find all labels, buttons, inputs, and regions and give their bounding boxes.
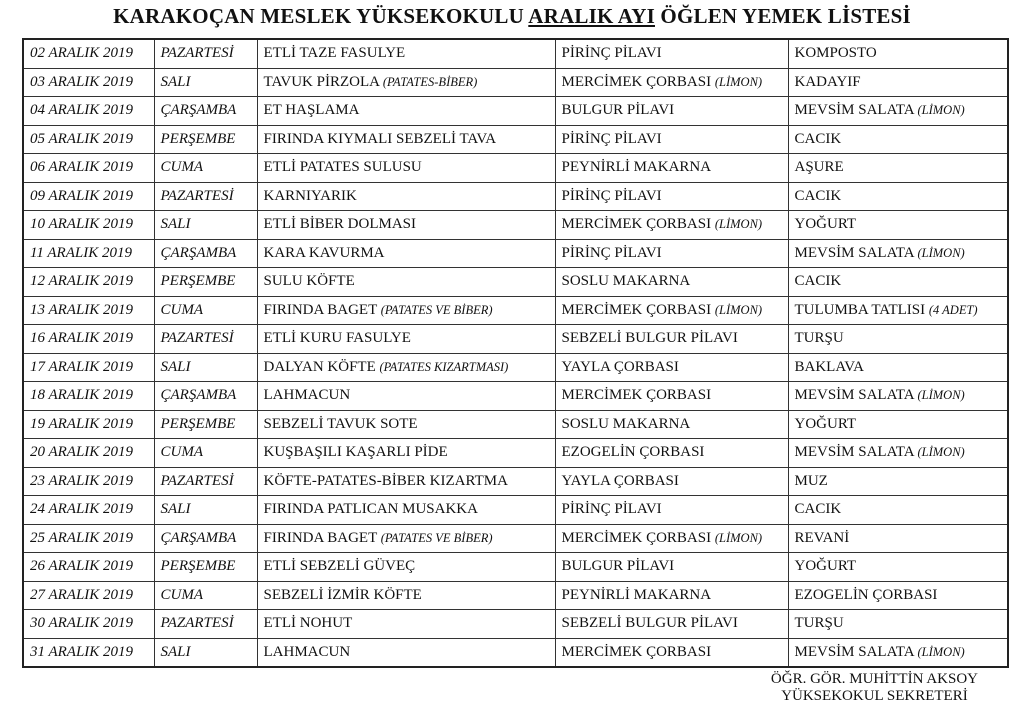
side-dish-cell bbox=[555, 125, 788, 154]
side-dish-cell bbox=[555, 182, 788, 211]
main-dish-cell bbox=[257, 296, 555, 325]
extra-dish-text: YOĞURT bbox=[794, 216, 857, 233]
day-cell bbox=[154, 382, 257, 411]
extra-dish-cell bbox=[788, 524, 1008, 553]
day-cell bbox=[154, 467, 257, 496]
main-dish-text: ETLİ PATATES SULUSU bbox=[263, 159, 422, 176]
table-row bbox=[23, 325, 1008, 354]
extra-dish-text: CACIK bbox=[794, 130, 842, 147]
main-dish-cell bbox=[257, 39, 555, 68]
extra-dish-text: EZOGELİN ÇORBASI bbox=[794, 586, 938, 603]
day-text: ÇARŞAMBA bbox=[160, 387, 237, 404]
extra-dish-cell bbox=[788, 182, 1008, 211]
date-text: 10 ARALIK 2019 bbox=[30, 216, 134, 233]
day-text: SALI bbox=[160, 643, 191, 660]
dish-note: (LİMON) bbox=[917, 103, 965, 118]
extra-dish-cell bbox=[788, 382, 1008, 411]
extra-dish-text: KADAYIF bbox=[794, 73, 861, 90]
main-dish-text: DALYAN KÖFTE bbox=[263, 358, 380, 375]
extra-dish-text: MEVSİM SALATA bbox=[794, 444, 918, 461]
date-text: 19 ARALIK 2019 bbox=[30, 415, 134, 432]
table-row bbox=[23, 296, 1008, 325]
day-text: PAZARTESİ bbox=[160, 45, 234, 62]
date-text: 31 ARALIK 2019 bbox=[30, 643, 134, 660]
day-cell bbox=[154, 638, 257, 667]
table-row bbox=[23, 553, 1008, 582]
date-text: 05 ARALIK 2019 bbox=[30, 130, 134, 147]
day-cell bbox=[154, 125, 257, 154]
dish-note: (LİMON) bbox=[917, 644, 965, 659]
main-dish-text: FIRINDA KIYMALI SEBZELİ TAVA bbox=[263, 130, 497, 147]
side-dish-cell bbox=[555, 410, 788, 439]
day-text: PERŞEMBE bbox=[160, 130, 236, 147]
dish-note: (PATATES VE BİBER) bbox=[380, 302, 493, 317]
day-cell bbox=[154, 325, 257, 354]
table-row bbox=[23, 610, 1008, 639]
signer-name: ÖĞR. GÖR. MUHİTTİN AKSOY bbox=[770, 671, 978, 687]
table-row bbox=[23, 97, 1008, 126]
day-text: SALI bbox=[160, 501, 191, 518]
main-dish-cell bbox=[257, 638, 555, 667]
table-row bbox=[23, 268, 1008, 297]
main-dish-cell bbox=[257, 467, 555, 496]
side-dish-text: PEYNİRLİ MAKARNA bbox=[561, 159, 712, 176]
main-dish-cell bbox=[257, 239, 555, 268]
dish-note: (LİMON) bbox=[714, 530, 763, 545]
table-row bbox=[23, 68, 1008, 97]
day-cell bbox=[154, 353, 257, 382]
main-dish-text: ETLİ KURU FASULYE bbox=[263, 330, 411, 347]
date-text: 25 ARALIK 2019 bbox=[30, 529, 134, 546]
day-text: PAZARTESİ bbox=[160, 615, 234, 632]
date-cell bbox=[23, 467, 154, 496]
side-dish-cell bbox=[555, 439, 788, 468]
dish-note: (LİMON) bbox=[917, 445, 965, 460]
side-dish-cell bbox=[555, 382, 788, 411]
date-cell bbox=[23, 581, 154, 610]
date-text: 18 ARALIK 2019 bbox=[30, 387, 134, 404]
date-text: 23 ARALIK 2019 bbox=[30, 472, 134, 489]
day-cell bbox=[154, 182, 257, 211]
side-dish-text: MERCİMEK ÇORBASI bbox=[561, 387, 712, 404]
side-dish-cell bbox=[555, 39, 788, 68]
side-dish-cell bbox=[555, 154, 788, 183]
signer-role: YÜKSEKOKUL SEKRETERİ bbox=[781, 688, 968, 704]
date-cell bbox=[23, 239, 154, 268]
day-cell bbox=[154, 268, 257, 297]
extra-dish-text: CACIK bbox=[794, 501, 842, 518]
title-prefix: KARAKOÇAN MESLEK YÜKSEKOKULU bbox=[113, 4, 529, 28]
day-cell bbox=[154, 581, 257, 610]
extra-dish-text: MUZ bbox=[794, 472, 828, 489]
table-row bbox=[23, 496, 1008, 525]
date-text: 13 ARALIK 2019 bbox=[30, 301, 134, 318]
day-cell bbox=[154, 410, 257, 439]
side-dish-text: PİRİNÇ PİLAVI bbox=[561, 130, 662, 147]
date-text: 26 ARALIK 2019 bbox=[30, 558, 134, 575]
main-dish-text: KUŞBAŞILI KAŞARLI PİDE bbox=[263, 444, 448, 461]
main-dish-cell bbox=[257, 610, 555, 639]
date-text: 20 ARALIK 2019 bbox=[30, 444, 134, 461]
main-dish-text: ETLİ SEBZELİ GÜVEÇ bbox=[263, 558, 416, 575]
day-text: PERŞEMBE bbox=[160, 558, 236, 575]
side-dish-text: SOSLU MAKARNA bbox=[561, 415, 691, 432]
table-row bbox=[23, 467, 1008, 496]
side-dish-cell bbox=[555, 581, 788, 610]
dish-note: (LİMON) bbox=[714, 302, 763, 317]
main-dish-cell bbox=[257, 553, 555, 582]
extra-dish-cell bbox=[788, 610, 1008, 639]
dish-note: (PATATES-BİBER) bbox=[382, 74, 478, 89]
day-cell bbox=[154, 239, 257, 268]
dish-note: (LİMON) bbox=[917, 388, 965, 403]
table-row bbox=[23, 382, 1008, 411]
day-cell bbox=[154, 439, 257, 468]
dish-note: (PATATES VE BİBER) bbox=[380, 530, 493, 545]
side-dish-text: MERCİMEK ÇORBASI bbox=[561, 529, 715, 546]
date-text: 27 ARALIK 2019 bbox=[30, 586, 134, 603]
date-cell bbox=[23, 496, 154, 525]
day-text: PERŞEMBE bbox=[160, 273, 236, 290]
side-dish-cell bbox=[555, 353, 788, 382]
extra-dish-cell bbox=[788, 410, 1008, 439]
date-text: 11 ARALIK 2019 bbox=[30, 244, 132, 261]
main-dish-text: TAVUK PİRZOLA bbox=[263, 73, 383, 90]
table-row bbox=[23, 211, 1008, 240]
day-text: CUMA bbox=[160, 586, 203, 603]
extra-dish-cell bbox=[788, 211, 1008, 240]
extra-dish-text: MEVSİM SALATA bbox=[794, 387, 918, 404]
dish-note: (4 ADET) bbox=[928, 302, 978, 317]
day-cell bbox=[154, 68, 257, 97]
signature-block bbox=[771, 671, 978, 705]
side-dish-text: SEBZELİ BULGUR PİLAVI bbox=[561, 330, 738, 347]
table-row bbox=[23, 125, 1008, 154]
extra-dish-text: TULUMBA TATLISI bbox=[794, 301, 929, 318]
date-cell bbox=[23, 182, 154, 211]
main-dish-text: FIRINDA PATLICAN MUSAKKA bbox=[263, 501, 478, 518]
extra-dish-cell bbox=[788, 638, 1008, 667]
date-cell bbox=[23, 610, 154, 639]
main-dish-cell bbox=[257, 581, 555, 610]
extra-dish-cell bbox=[788, 268, 1008, 297]
day-text: PAZARTESİ bbox=[160, 187, 234, 204]
side-dish-cell bbox=[555, 211, 788, 240]
day-cell bbox=[154, 97, 257, 126]
date-text: 03 ARALIK 2019 bbox=[30, 73, 134, 90]
dish-note: (LİMON) bbox=[917, 245, 965, 260]
date-text: 06 ARALIK 2019 bbox=[30, 159, 134, 176]
main-dish-text: KÖFTE-PATATES-BİBER KIZARTMA bbox=[263, 472, 508, 489]
table-row bbox=[23, 524, 1008, 553]
menu-table bbox=[22, 38, 1009, 668]
day-cell bbox=[154, 154, 257, 183]
day-cell bbox=[154, 524, 257, 553]
date-cell bbox=[23, 553, 154, 582]
main-dish-cell bbox=[257, 524, 555, 553]
title-month: ARALIK AYI bbox=[528, 4, 655, 28]
day-text: SALI bbox=[160, 358, 191, 375]
side-dish-text: BULGUR PİLAVI bbox=[561, 558, 675, 575]
extra-dish-text: MEVSİM SALATA bbox=[794, 643, 918, 660]
extra-dish-cell bbox=[788, 239, 1008, 268]
day-cell bbox=[154, 211, 257, 240]
date-text: 04 ARALIK 2019 bbox=[30, 102, 134, 119]
extra-dish-text: KOMPOSTO bbox=[794, 45, 877, 62]
side-dish-text: YAYLA ÇORBASI bbox=[561, 472, 679, 489]
extra-dish-text: BAKLAVA bbox=[794, 358, 864, 375]
main-dish-text: ETLİ BİBER DOLMASI bbox=[263, 216, 416, 233]
date-text: 17 ARALIK 2019 bbox=[30, 358, 134, 375]
main-dish-text: SULU KÖFTE bbox=[263, 273, 355, 290]
extra-dish-text: YOĞURT bbox=[794, 415, 857, 432]
side-dish-text: MERCİMEK ÇORBASI bbox=[561, 643, 712, 660]
side-dish-cell bbox=[555, 239, 788, 268]
date-cell bbox=[23, 68, 154, 97]
main-dish-cell bbox=[257, 182, 555, 211]
main-dish-text: SEBZELİ TAVUK SOTE bbox=[263, 415, 418, 432]
day-text: PAZARTESİ bbox=[160, 330, 234, 347]
side-dish-cell bbox=[555, 296, 788, 325]
table-row bbox=[23, 182, 1008, 211]
side-dish-text: PİRİNÇ PİLAVI bbox=[561, 187, 662, 204]
dish-note: (PATATES KIZARTMASI) bbox=[379, 359, 509, 374]
main-dish-cell bbox=[257, 154, 555, 183]
date-cell bbox=[23, 268, 154, 297]
extra-dish-cell bbox=[788, 125, 1008, 154]
main-dish-text: ET HAŞLAMA bbox=[263, 102, 360, 119]
extra-dish-text: MEVSİM SALATA bbox=[794, 102, 918, 119]
extra-dish-cell bbox=[788, 581, 1008, 610]
side-dish-cell bbox=[555, 268, 788, 297]
extra-dish-cell bbox=[788, 97, 1008, 126]
day-cell bbox=[154, 496, 257, 525]
title-suffix: ÖĞLEN YEMEK LİSTESİ bbox=[654, 4, 911, 28]
day-cell bbox=[154, 553, 257, 582]
day-text: ÇARŞAMBA bbox=[160, 102, 237, 119]
main-dish-cell bbox=[257, 496, 555, 525]
side-dish-text: MERCİMEK ÇORBASI bbox=[561, 301, 715, 318]
main-dish-cell bbox=[257, 211, 555, 240]
extra-dish-cell bbox=[788, 68, 1008, 97]
table-row bbox=[23, 410, 1008, 439]
date-cell bbox=[23, 296, 154, 325]
menu-table-body bbox=[23, 39, 1008, 667]
side-dish-cell bbox=[555, 610, 788, 639]
side-dish-text: SOSLU MAKARNA bbox=[561, 273, 691, 290]
day-text: PAZARTESİ bbox=[160, 472, 234, 489]
extra-dish-cell bbox=[788, 496, 1008, 525]
side-dish-text: MERCİMEK ÇORBASI bbox=[561, 73, 715, 90]
side-dish-text: MERCİMEK ÇORBASI bbox=[561, 216, 715, 233]
side-dish-text: PİRİNÇ PİLAVI bbox=[561, 244, 662, 261]
date-cell bbox=[23, 39, 154, 68]
side-dish-cell bbox=[555, 467, 788, 496]
side-dish-cell bbox=[555, 68, 788, 97]
extra-dish-cell bbox=[788, 39, 1008, 68]
date-cell bbox=[23, 97, 154, 126]
day-text: CUMA bbox=[160, 444, 203, 461]
date-text: 09 ARALIK 2019 bbox=[30, 187, 134, 204]
extra-dish-text: REVANİ bbox=[794, 529, 850, 546]
date-cell bbox=[23, 211, 154, 240]
side-dish-cell bbox=[555, 524, 788, 553]
main-dish-text: SEBZELİ İZMİR KÖFTE bbox=[263, 586, 422, 603]
main-dish-cell bbox=[257, 353, 555, 382]
extra-dish-text: TURŞU bbox=[794, 615, 844, 632]
day-text: SALI bbox=[160, 216, 191, 233]
side-dish-cell bbox=[555, 638, 788, 667]
side-dish-text: EZOGELİN ÇORBASI bbox=[561, 444, 705, 461]
date-cell bbox=[23, 382, 154, 411]
side-dish-text: SEBZELİ BULGUR PİLAVI bbox=[561, 615, 738, 632]
day-text: CUMA bbox=[160, 159, 203, 176]
main-dish-text: KARNIYARIK bbox=[263, 187, 357, 204]
main-dish-text: FIRINDA BAGET bbox=[263, 529, 381, 546]
date-cell bbox=[23, 638, 154, 667]
extra-dish-cell bbox=[788, 353, 1008, 382]
main-dish-text: LAHMACUN bbox=[263, 643, 351, 660]
main-dish-cell bbox=[257, 325, 555, 354]
extra-dish-text: YOĞURT bbox=[794, 558, 857, 575]
extra-dish-cell bbox=[788, 553, 1008, 582]
day-text: SALI bbox=[160, 73, 191, 90]
date-text: 24 ARALIK 2019 bbox=[30, 501, 134, 518]
main-dish-cell bbox=[257, 125, 555, 154]
date-text: 16 ARALIK 2019 bbox=[30, 330, 134, 347]
main-dish-cell bbox=[257, 97, 555, 126]
date-cell bbox=[23, 325, 154, 354]
day-text: ÇARŞAMBA bbox=[160, 529, 237, 546]
date-cell bbox=[23, 125, 154, 154]
day-cell bbox=[154, 610, 257, 639]
extra-dish-text: TURŞU bbox=[794, 330, 844, 347]
table-row bbox=[23, 154, 1008, 183]
extra-dish-text: CACIK bbox=[794, 187, 842, 204]
date-cell bbox=[23, 410, 154, 439]
side-dish-text: YAYLA ÇORBASI bbox=[561, 358, 679, 375]
extra-dish-cell bbox=[788, 296, 1008, 325]
main-dish-text: LAHMACUN bbox=[263, 387, 351, 404]
main-dish-cell bbox=[257, 410, 555, 439]
table-row bbox=[23, 239, 1008, 268]
main-dish-cell bbox=[257, 268, 555, 297]
dish-note: (LİMON) bbox=[714, 74, 763, 89]
day-text: PERŞEMBE bbox=[160, 415, 236, 432]
main-dish-cell bbox=[257, 382, 555, 411]
table-row bbox=[23, 638, 1008, 667]
side-dish-text: PİRİNÇ PİLAVI bbox=[561, 45, 662, 62]
table-row bbox=[23, 581, 1008, 610]
extra-dish-cell bbox=[788, 325, 1008, 354]
main-dish-text: ETLİ TAZE FASULYE bbox=[263, 45, 406, 62]
side-dish-text: PİRİNÇ PİLAVI bbox=[561, 501, 662, 518]
extra-dish-text: CACIK bbox=[794, 273, 842, 290]
date-text: 12 ARALIK 2019 bbox=[30, 273, 134, 290]
table-row bbox=[23, 439, 1008, 468]
extra-dish-cell bbox=[788, 439, 1008, 468]
date-cell bbox=[23, 154, 154, 183]
side-dish-cell bbox=[555, 97, 788, 126]
day-text: CUMA bbox=[160, 301, 203, 318]
side-dish-cell bbox=[555, 553, 788, 582]
main-dish-cell bbox=[257, 439, 555, 468]
extra-dish-cell bbox=[788, 154, 1008, 183]
main-dish-text: KARA KAVURMA bbox=[263, 244, 385, 261]
dish-note: (LİMON) bbox=[714, 217, 763, 232]
table-row bbox=[23, 39, 1008, 68]
page-title bbox=[0, 4, 1024, 29]
table-row bbox=[23, 353, 1008, 382]
side-dish-text: BULGUR PİLAVI bbox=[561, 102, 675, 119]
date-text: 02 ARALIK 2019 bbox=[30, 45, 134, 62]
main-dish-text: FIRINDA BAGET bbox=[263, 301, 381, 318]
side-dish-text: PEYNİRLİ MAKARNA bbox=[561, 586, 712, 603]
extra-dish-text: MEVSİM SALATA bbox=[794, 244, 918, 261]
side-dish-cell bbox=[555, 496, 788, 525]
main-dish-text: ETLİ NOHUT bbox=[263, 615, 353, 632]
side-dish-cell bbox=[555, 325, 788, 354]
date-cell bbox=[23, 524, 154, 553]
date-cell bbox=[23, 353, 154, 382]
day-text: ÇARŞAMBA bbox=[160, 244, 237, 261]
day-cell bbox=[154, 39, 257, 68]
date-text: 30 ARALIK 2019 bbox=[30, 615, 134, 632]
date-cell bbox=[23, 439, 154, 468]
extra-dish-text: AŞURE bbox=[794, 159, 844, 176]
extra-dish-cell bbox=[788, 467, 1008, 496]
main-dish-cell bbox=[257, 68, 555, 97]
day-cell bbox=[154, 296, 257, 325]
